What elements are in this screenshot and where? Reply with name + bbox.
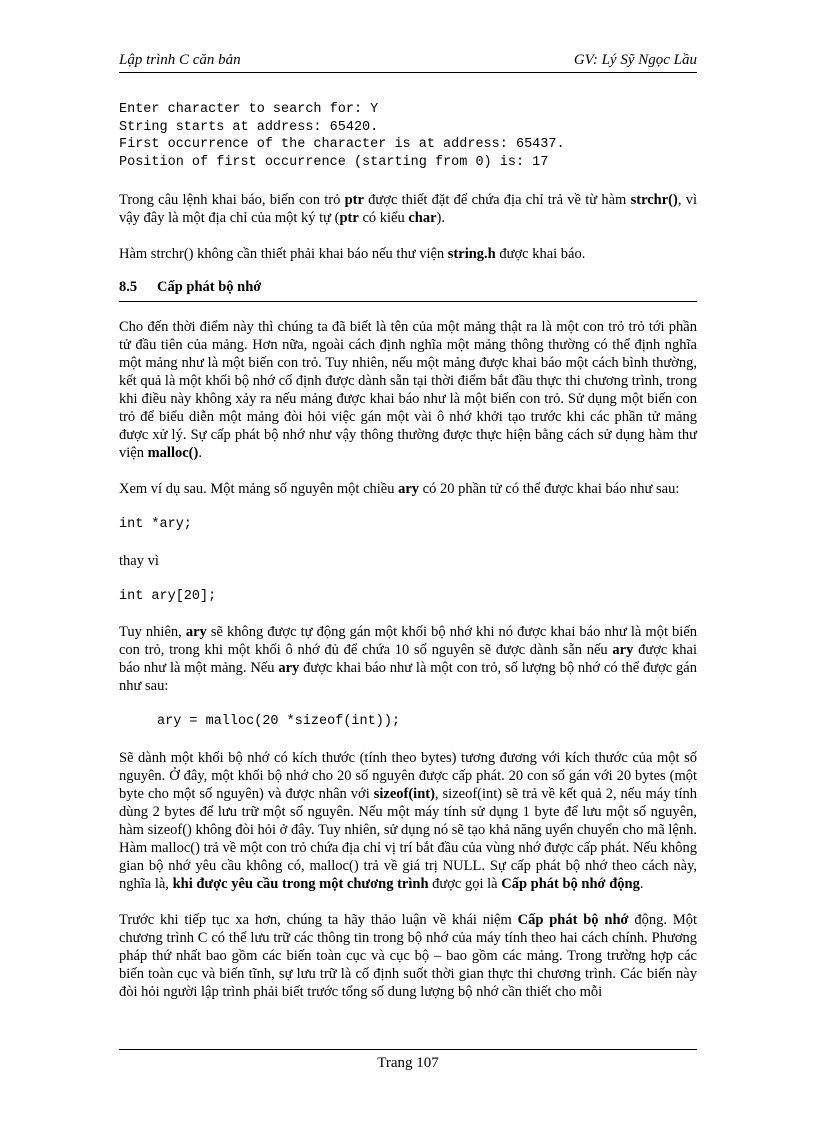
paragraph-instead-of: thay vì <box>119 552 159 569</box>
section-title: Cấp phát bộ nhớ <box>157 279 262 295</box>
paragraph-sizeof-explanation: Sẽ dành một khối bộ nhớ có kích thước (tính theo bytes) tương đương với kích thước của một số nguyên. Ở đây, một khối bộ nhớ cho 20 số nguyên được cấp phát. 20 con số gán với 20 bytes (một byte cho một số nguyên) và được nhân với sizeof(int), sizeof(int) sẽ trả về kết quả 2, nếu máy tính dùng 2 bytes để lưu trữ một số nguyên. Nếu một máy tính sử dụng 1 byte để lưu một số nguyên, hàm sizeof() không đòi hỏi ở đây. Tuy nhiên, sử dụng nó sẽ tạo khả năng uyển chuyển cho mã lệnh. Hàm malloc() trả về một con trỏ chứa địa chỉ vị trí bắt đầu của vùng nhớ được cấp phát. Nếu không gian bộ nhớ yêu cầu không có, malloc() trả về giá trị NULL. Sự cấp phát bộ nhớ theo cách này, nghĩa là, khi được yêu cầu trong một chương trình được gọi là Cấp phát bộ nhớ động. <box>119 749 697 892</box>
output-line: First occurrence of the character is at address: 65437. <box>119 137 565 152</box>
paragraph-array-pointer: Cho đến thời điểm này thì chúng ta đã biết là tên của một mảng thật ra là một con trỏ trỏ tới phần tử đầu tiên của mảng. Hơn nữa, ngoài cách định nghĩa một mảng thông thường có thể định nghĩa một mảng như là một biến con trỏ. Tuy nhiên, nếu một mảng được khai báo một cách bình thường, kết quả là một khối bộ nhớ cố định được dành sẵn tại thời điểm bắt đầu thực thi chương trình, trong khi điều này không xảy ra nếu mảng được khai báo như là một biến con trỏ. Sử dụng một biến con trỏ để biểu diễn một mảng đòi hỏi việc gán một vài ô nhớ khởi tạo trước khi các phần tử mảng được xử lý. Sự cấp phát bộ nhớ như vậy thông thường được thực hiện bằng cách sử dụng hàm thư viện malloc(). <box>119 319 697 461</box>
output-line: String starts at address: 65420. <box>119 119 379 135</box>
page-content <box>119 101 697 1001</box>
output-line: Position of first occurrence (starting from 0) is: 17 <box>119 154 549 170</box>
program-output <box>119 101 697 171</box>
code-malloc-call: ary = malloc(20 *sizeof(int)); <box>157 714 401 729</box>
paragraph-example-intro: Xem ví dụ sau. Một mảng số nguyên một chiều ary có 20 phần tử có thể được khai báo như sau: <box>119 481 680 497</box>
page-footer <box>119 1049 697 1072</box>
paragraph-string-h: Hàm strchr() không cần thiết phải khai báo nếu thư viện string.h được khai báo. <box>119 246 586 262</box>
header-lecturer: GV: Lý Sỹ Ngọc Lầu <box>573 52 697 68</box>
section-heading <box>119 279 697 302</box>
paragraph-dynamic-allocation: Trước khi tiếp tục xa hơn, chúng ta hãy thảo luận về khái niệm Cấp phát bộ nhớ động. Một chương trình C có thể lưu trữ các thông tin trong bộ nhớ của máy tính theo hai cách chính. Phương pháp thứ nhất bao gồm các biến toàn cục và cục bộ – bao gồm các mảng. Trong trường hợp các biến toàn cục và biến tĩnh, sự lưu trữ là cố định suốt thời gian thực thi chương trình. Các biến này đòi hỏi người lập trình phải biết trước tổng số dung lượng bộ nhớ cần thiết cho mỗi <box>119 911 697 1000</box>
page-header <box>119 50 697 73</box>
section-number: 8.5 <box>119 279 138 295</box>
code-array-declaration: int ary[20]; <box>119 588 217 604</box>
page-number: Trang 107 <box>377 1055 439 1071</box>
header-course-title: Lập trình C căn bản <box>119 52 241 68</box>
paragraph-strchr-explanation: Trong câu lệnh khai báo, biến con trỏ ptr được thiết đặt để chứa địa chỉ trả về từ hàm strchr(), vì vậy đây là một địa chỉ của một ký tự (ptr có kiểu char). <box>119 192 698 226</box>
output-line: Enter character to search for: Y <box>119 102 379 117</box>
paragraph-ary-allocation: Tuy nhiên, ary sẽ không được tự động gán một khối bộ nhớ khi nó được khai báo như là một biến con trỏ, trong khi một khối ô nhớ đủ để chứa 10 số nguyên sẽ được dành sẵn nếu ary được khai báo như là một mảng. Nếu ary được khai báo như là một con trỏ, số lượng bộ nhớ có thể được gán như sau: <box>119 624 698 694</box>
code-pointer-declaration: int *ary; <box>119 517 192 532</box>
